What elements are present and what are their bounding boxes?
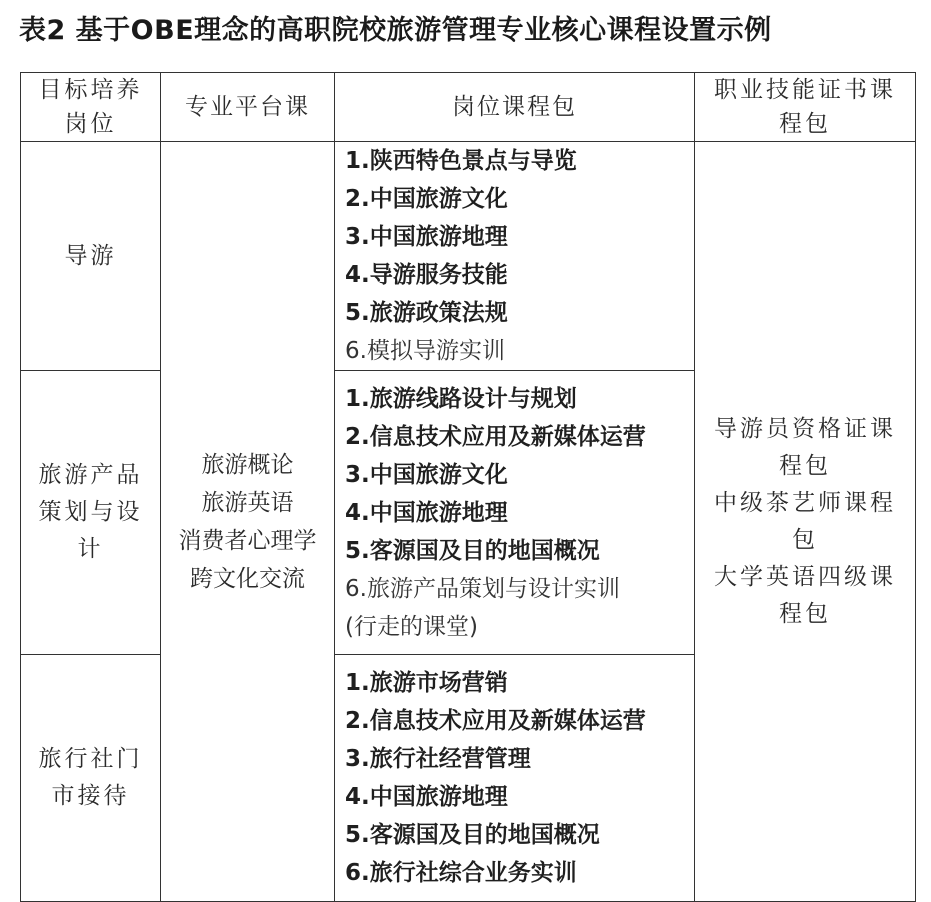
- header-target-position-label: 目标培养岗位: [38, 77, 143, 137]
- position-cell: [21, 371, 161, 655]
- list-item: 2.中国旅游文化: [345, 186, 508, 212]
- list-item: 4.导游服务技能: [345, 262, 508, 288]
- course-package-cell: [335, 655, 695, 902]
- platform-course-item: 旅游英语: [201, 489, 294, 516]
- header-platform-courses: [161, 73, 335, 142]
- list-item: 3.中国旅游文化: [345, 461, 508, 488]
- list-item: 5.客源国及目的地国概况: [345, 822, 600, 848]
- course-list: [335, 142, 694, 370]
- list-item: 5.客源国及目的地国概况: [345, 537, 600, 564]
- list-item: 4.中国旅游地理: [345, 499, 508, 526]
- certificate-package-item: 中级茶艺师课程包: [714, 489, 896, 553]
- header-certificate-course-package-label: 职业技能证书课程包: [714, 77, 896, 137]
- position-label: 旅游产品策划与设计: [38, 462, 143, 562]
- list-item: 6.旅行社综合业务实训: [345, 860, 577, 886]
- certificate-packages-cell: [695, 142, 916, 902]
- platform-course-item: 跨文化交流: [190, 565, 305, 592]
- list-item: 2.信息技术应用及新媒体运营: [345, 423, 646, 450]
- certificate-package-item: 大学英语四级课程包: [714, 563, 896, 627]
- position-label: 旅行社门市接待: [38, 746, 143, 809]
- list-item: 1.陕西特色景点与导览: [345, 148, 577, 174]
- list-item: (行走的课堂): [345, 613, 478, 640]
- list-item: 3.旅行社经营管理: [345, 746, 531, 772]
- header-target-position: [21, 73, 161, 142]
- certificate-package-item: 导游员资格证课程包: [714, 415, 896, 479]
- list-item: 2.信息技术应用及新媒体运营: [345, 708, 646, 734]
- header-position-course-package: [335, 73, 695, 142]
- table-row: [21, 142, 916, 371]
- list-item: 6.模拟导游实训: [345, 338, 505, 364]
- course-package-cell: [335, 142, 695, 371]
- list-item: 4.中国旅游地理: [345, 784, 508, 810]
- list-item: 1.旅游市场营销: [345, 670, 508, 696]
- list-item: 3.中国旅游地理: [345, 224, 508, 250]
- position-cell: [21, 655, 161, 902]
- platform-courses-cell: [161, 142, 335, 902]
- platform-course-item: 消费者心理学: [178, 527, 317, 554]
- platform-course-item: 旅游概论: [201, 451, 294, 478]
- position-cell: [21, 142, 161, 371]
- course-list: [335, 664, 694, 892]
- course-package-cell: [335, 371, 695, 655]
- list-item: 1.旅游线路设计与规划: [345, 385, 577, 412]
- curriculum-table: [20, 72, 916, 902]
- position-label: 导游: [64, 242, 117, 269]
- course-list: [335, 380, 694, 646]
- table-caption: 表2 基于OBE理念的高职院校旅游管理专业核心课程设置示例: [19, 15, 772, 46]
- list-item: 6.旅游产品策划与设计实训: [345, 575, 620, 602]
- header-position-course-package-label: 岗位课程包: [452, 94, 577, 120]
- list-item: 5.旅游政策法规: [345, 300, 508, 326]
- header-platform-courses-label: 专业平台课: [185, 94, 310, 120]
- header-row: [21, 73, 916, 142]
- header-certificate-course-package: [695, 73, 916, 142]
